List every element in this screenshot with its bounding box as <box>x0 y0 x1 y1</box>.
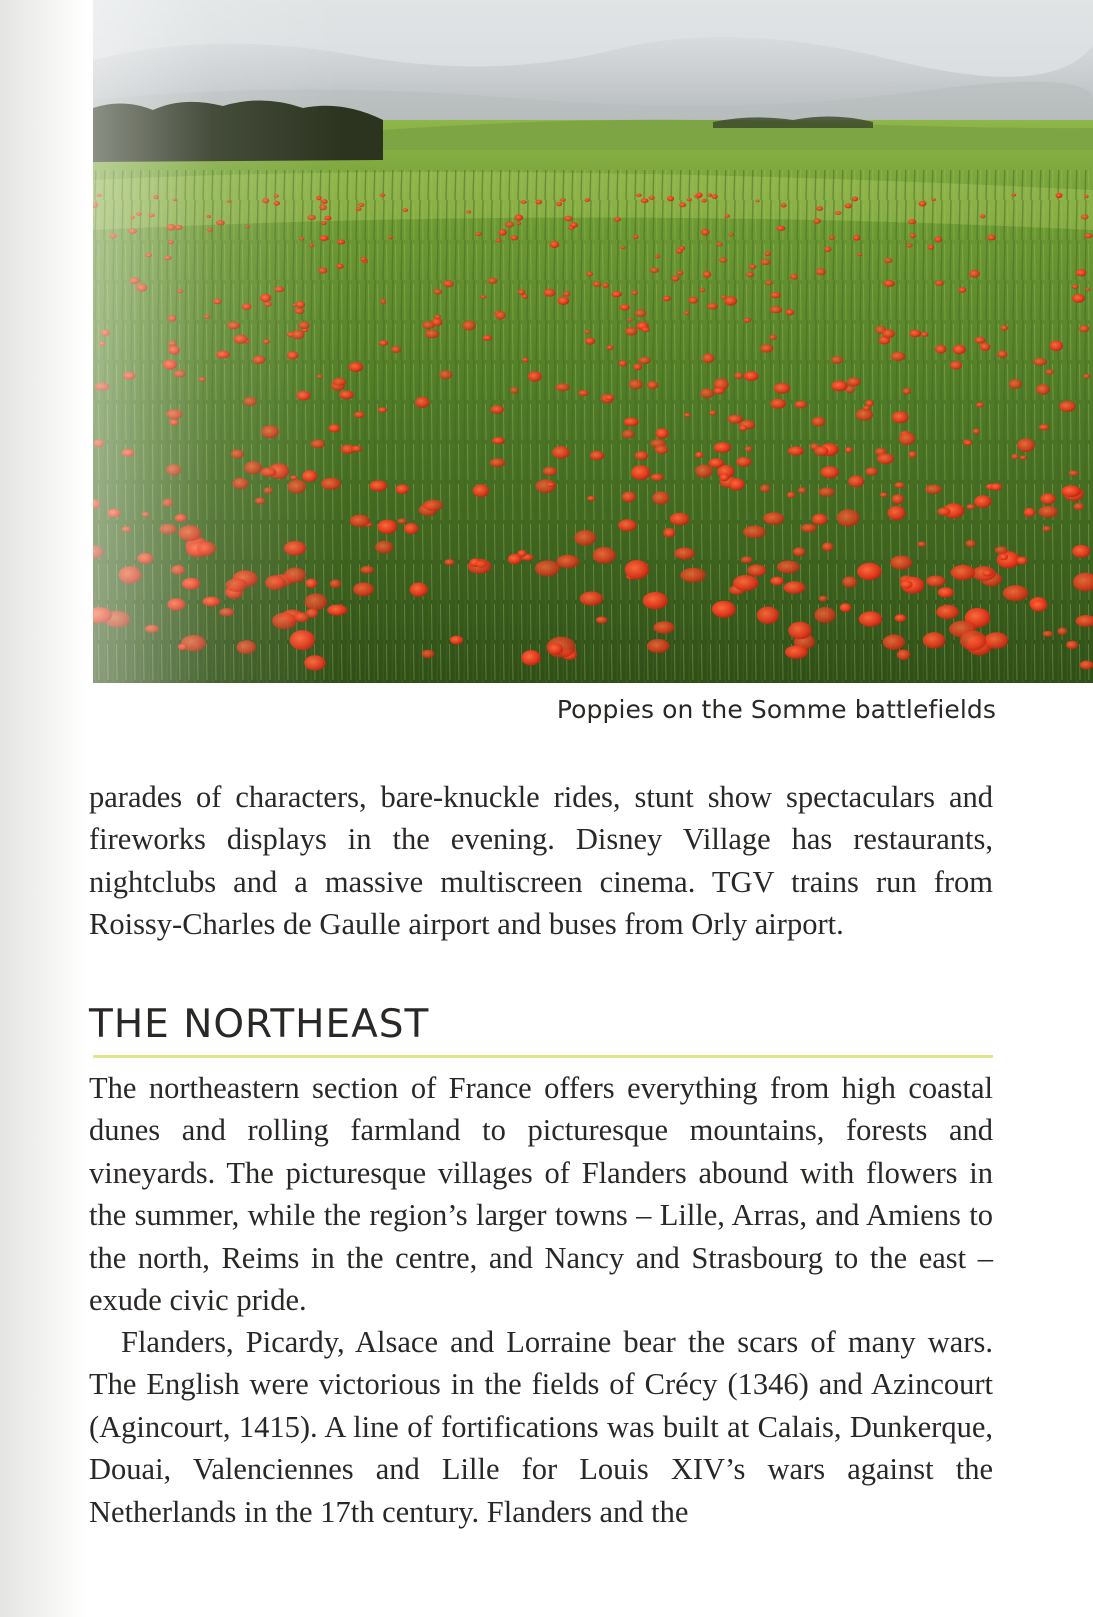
northeast-paragraph-2: Flanders, Picardy, Alsace and Lorraine bear the scars of many wars. The English were victorious in the fields of Crécy (1346) and Azincourt (Agincourt, 1415). A line of fortifications was built at Calais, Dunkerque, Douai, Valenciennes and Lille for Louis XIV’s wars against the Netherlands in the 17th century. Flanders and the <box>89 1325 993 1529</box>
poppy-field-illustration <box>93 0 1093 683</box>
poppy-field-photo <box>93 0 1093 683</box>
photo-caption: Poppies on the Somme battlefields <box>556 695 996 724</box>
section-heading: THE NORTHEAST <box>89 1002 430 1047</box>
intro-paragraph: parades of characters, bare-knuckle rides, stunt show spectaculars and fireworks displays in the evening. Disney Village has restaurants, nightclubs and a massive multiscreen cinema. TGV trains run from Roissy-Charles de Gaulle airport and buses from Orly airport. <box>89 780 993 942</box>
northeast-paragraph-1: The northeastern section of France offers everything from high coastal dunes and rolling farmland to picturesque mountains, forests and vineyards. The picturesque villages of Flanders abound with flowers in the summer, while the region’s larger towns – Lille, Arras, and Amiens to the north, Reims in the centre, and Nancy and Strasbourg to the east – exude civic pride. <box>89 1071 993 1318</box>
heading-rule <box>93 1055 993 1058</box>
page-gutter-shadow <box>0 0 90 1617</box>
